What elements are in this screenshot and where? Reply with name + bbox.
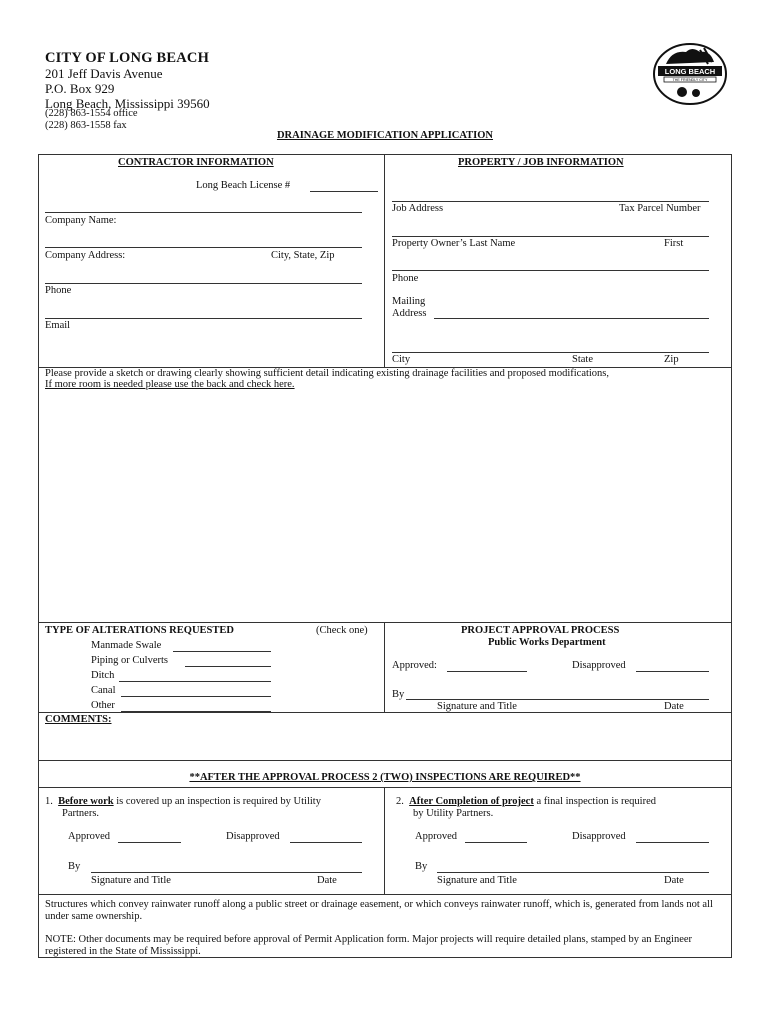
license-field[interactable] [310,191,378,192]
approval-disapproved-label: Disapproved [572,660,626,671]
manmade-swale-field[interactable] [173,651,271,652]
contractor-email-field[interactable] [45,318,362,319]
sketch-instruction: Please provide a sketch or drawing clearly showing sufficient detail indicating existing drainage facilities and proposed modifications, [45,368,610,379]
canal-field[interactable] [121,696,271,697]
first-disapproved-field[interactable] [290,842,362,843]
city-seal-logo [652,42,728,106]
logo-subtext: THE FRIENDLY CITY [672,78,708,83]
inspections-top-divider [39,760,731,761]
first-inspection-text [45,796,321,808]
before-work-label: Before work [58,796,114,807]
approval-by-label: By [392,689,405,700]
approval-approved-field[interactable] [447,671,527,672]
approval-signature-field[interactable] [406,699,709,700]
contractor-phone-field[interactable] [45,283,362,284]
comments-label: COMMENTS: [45,714,112,725]
city-state-zip: Long Beach, Mississippi 39560 [45,96,210,111]
check-one-label: (Check one) [316,625,368,636]
alterations-column-divider [384,622,385,712]
first-date-label: Date [317,875,337,886]
alteration-piping-culverts: Piping or Culverts [91,655,169,666]
company-address-field[interactable] [45,247,362,248]
mailing-address-field[interactable] [434,318,709,319]
job-address-field[interactable] [392,201,709,202]
property-phone-label: Phone [392,273,419,284]
second-approved-field[interactable] [465,842,527,843]
logo-text: LONG BEACH [664,67,716,76]
alterations-top-divider [39,622,731,623]
second-inspection-line2: by Utility Partners. [413,808,494,819]
alteration-other: Other [91,700,115,711]
second-signature-label: Signature and Title [437,875,517,886]
mailing-label: Mailing [392,296,426,307]
first-disapproved-label: Disapproved [226,831,280,842]
first-signature-label: Signature and Title [91,875,171,886]
job-address-label: Job Address [392,203,444,214]
other-field[interactable] [121,711,271,712]
company-name-label: Company Name: [45,215,117,226]
first-approved-field[interactable] [118,842,181,843]
contractor-email-label: Email [45,320,71,331]
first-inspection-rest: is covered up an inspection is required by Utility [113,796,321,807]
property-phone-field[interactable] [392,270,709,271]
second-inspection-text [396,796,656,808]
license-label: Long Beach License # [196,180,291,191]
piping-culverts-field[interactable] [185,666,271,667]
first-inspection-number: 1. [45,796,53,807]
after-completion-label: After Completion of project [409,796,534,807]
contractor-heading: CONTRACTOR INFORMATION [118,157,274,168]
sketch-area[interactable] [40,395,730,620]
street-address: 201 Jeff Davis Avenue [45,66,163,81]
public-works-label: Public Works Department [488,637,606,648]
city-state-zip-label: City, State, Zip [271,250,335,261]
contractor-phone-label: Phone [45,285,72,296]
second-date-label: Date [664,875,684,886]
owner-name-field[interactable] [392,236,709,237]
first-inspection-line2: Partners. [62,808,100,819]
inspections-heading: **AFTER THE APPROVAL PROCESS 2 (TWO) INSPECTIONS ARE REQUIRED** [189,772,581,783]
first-by-label: By [68,861,81,872]
approval-disapproved-field[interactable] [636,671,709,672]
inspections-column-divider [384,787,385,894]
documents-note: NOTE: Other documents may be required before approval of Permit Application form. Major projects will require detailed plans, stamped by an Engineer registered in the State of Mississippi. [45,934,693,958]
alteration-canal: Canal [91,685,116,696]
structures-note: Structures which convey rainwater runoff along a public street or drainage easement, or which conveys rainwater runoff, which is, generated from lands not all under same ownership. [45,899,713,923]
second-approved-label: Approved [415,831,457,842]
second-disapproved-label: Disapproved [572,831,626,842]
state-label: State [572,354,593,365]
address-label: Address [392,308,427,319]
second-by-label: By [415,861,428,872]
city-label: City [392,354,411,365]
ditch-field[interactable] [119,681,271,682]
po-box: P.O. Box 929 [45,81,115,96]
more-room-instruction: If more room is needed please use the back and check here. [45,379,295,390]
second-signature-field[interactable] [437,872,709,873]
office-phone: (228) 863-1554 office [45,108,138,119]
alteration-ditch: Ditch [91,670,115,681]
company-address-label: Company Address: [45,250,126,261]
company-name-field[interactable] [45,212,362,213]
notes-top-divider [39,894,731,895]
inspections-heading-divider [39,787,731,788]
comments-top-divider [39,712,731,713]
approval-signature-label: Signature and Title [437,701,517,712]
approval-approved-label: Approved: [392,660,437,671]
comments-area[interactable] [40,728,730,758]
approval-date-label: Date [664,701,684,712]
alterations-heading: TYPE OF ALTERATIONS REQUESTED [45,625,234,636]
first-signature-field[interactable] [91,872,362,873]
form-title: DRAINAGE MODIFICATION APPLICATION [276,130,494,141]
city-name: CITY OF LONG BEACH [45,50,210,66]
fax-number: (228) 863-1558 fax [45,120,127,131]
second-disapproved-field[interactable] [636,842,709,843]
second-inspection-rest: a final inspection is required [533,796,656,807]
top-column-divider [384,155,385,367]
tax-parcel-label: Tax Parcel Number [619,203,701,214]
mailing-city-field[interactable] [392,352,709,353]
first-approved-label: Approved [68,831,110,842]
owner-last-name-label: Property Owner’s Last Name [392,238,516,249]
property-heading: PROPERTY / JOB INFORMATION [458,157,624,168]
zip-label: Zip [664,354,679,365]
second-inspection-number: 2. [396,796,404,807]
approval-heading: PROJECT APPROVAL PROCESS [461,625,620,636]
owner-first-name-label: First [664,238,684,249]
alteration-manmade-swale: Manmade Swale [91,640,162,651]
